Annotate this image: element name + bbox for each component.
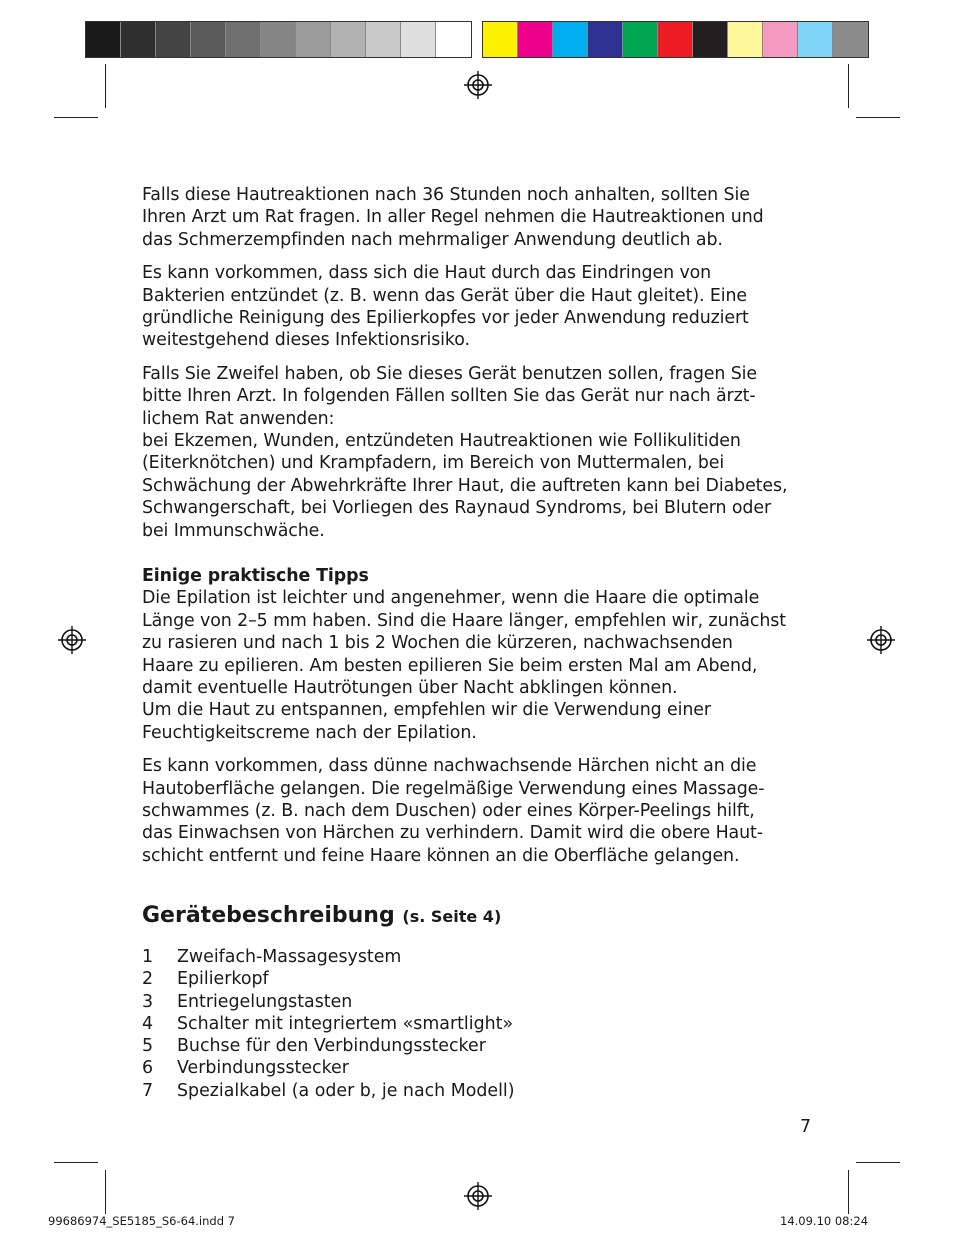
gray-swatch	[331, 22, 366, 57]
paragraph: Es kann vorkommen, dass dünne nachwachsende Härchen nicht an die Hautoberfläche gelangen. Die regelmäßige Verwendung eines Massage- schwammes (z. B. nach dem Duschen) oder eines Körper-Peelings hilft, das Einwachsen von Härchen zu verhindern. Damit wird die obere Haut- schicht entfernt und feine Haare können an die Oberfläche gelangen.	[142, 756, 765, 866]
paragraph: Es kann vorkommen, dass sich die Haut durch das Eindringen von Bakterien entzündet (z. B. wenn das Gerät über die Haut gleitet). Eine gründliche Reinigung des Epilierkopfes vor jeder Anwendung reduziert weitestgehend dieses Infektionsrisiko.	[142, 263, 749, 351]
list-item-number: 7	[142, 1080, 154, 1101]
list-item	[142, 1080, 515, 1102]
list-item-number: 1	[142, 947, 154, 967]
gray-swatch	[191, 22, 226, 57]
list-item-number: 6	[142, 1058, 154, 1079]
color-swatch	[833, 22, 868, 57]
registration-mark-icon	[463, 70, 493, 100]
footer-date: 14.09.10 08:24	[780, 1214, 869, 1228]
list-item	[142, 968, 515, 990]
tips-section	[142, 565, 814, 878]
registration-mark-icon	[463, 1181, 493, 1211]
list-item-number: 4	[142, 1013, 154, 1034]
list-item-number: 5	[142, 1036, 154, 1057]
gray-swatch	[156, 22, 191, 57]
color-swatch	[693, 22, 728, 57]
gray-swatch	[436, 22, 471, 57]
list-item-text: Entriegelungstasten	[177, 991, 353, 1012]
list-item-text: Schalter mit integriertem «smartlight»	[177, 1013, 514, 1034]
paragraph: Falls Sie Zweifel haben, ob Sie dieses Gerät benutzen sollen, fragen Sie bitte Ihren Arzt. In folgenden Fällen sollten Sie das Gerät nur nach ärzt- lichem Rat anwenden: bei Ekzemen, Wunden, entzündeten Hautreaktionen wie Follikulitiden (Eiterknötchen) und Krampfadern, im Bereich von Muttermalen, bei Schwächung der Abwehrkräfte Ihrer Haut, die auftreten kann bei Diabetes, Schwangerschaft, bei Vorliegen des Raynaud Syndroms, bei Blutern oder bei Immunschwäche.	[142, 363, 788, 541]
list-item-text: Spezialkabel (a oder b, je nach Modell)	[177, 1080, 515, 1101]
color-swatch	[588, 22, 623, 57]
footer-file-info: 99686974_SE5185_S6-64.indd 7	[48, 1214, 235, 1228]
gray-swatch	[226, 22, 261, 57]
tips-heading: Einige praktische Tipps	[142, 566, 369, 586]
gray-swatch	[121, 22, 156, 57]
color-swatch	[623, 22, 658, 57]
crop-mark	[848, 1170, 849, 1214]
list-item-text: Zweifach-Massagesystem	[177, 947, 402, 967]
crop-mark	[105, 1170, 106, 1214]
section-page-reference: (s. Seite 4)	[402, 907, 502, 926]
body-text	[142, 184, 814, 553]
paragraph: Falls diese Hautreaktionen nach 36 Stunden noch anhalten, sollten Sie Ihren Arzt um Rat fragen. In aller Regel nehmen die Hautreaktionen und das Schmerzempfinden nach mehrmaliger Anwendung deutlich ab.	[142, 185, 764, 250]
list-item-text: Verbindungsstecker	[177, 1058, 349, 1079]
color-swatch	[763, 22, 798, 57]
section-title: Gerätebeschreibung	[142, 903, 395, 928]
registration-mark-icon	[57, 625, 87, 655]
gray-swatch	[366, 22, 401, 57]
feature-list	[142, 946, 515, 1102]
list-item	[142, 1013, 515, 1035]
color-swatch	[658, 22, 693, 57]
list-item-text: Buchse für den Verbindungsstecker	[177, 1036, 486, 1057]
list-item-text: Epilierkopf	[177, 969, 269, 990]
list-item-number: 3	[142, 991, 154, 1012]
color-swatch	[798, 22, 833, 57]
paragraph: Die Epilation ist leichter und angenehmer, wenn die Haare die optimale Länge von 2–5 mm haben. Sind die Haare länger, empfehlen wir, zunächst zu rasieren und nach 1 bis 2 Wochen die kürzeren, nachwachsenden Haare zu epilieren. Am besten epilieren Sie beim ersten Mal am Abend, damit eventuelle Hautrötungen über Nacht abklingen können. Um die Haut zu entspannen, empfehlen wir die Verwendung einer Feuchtigkeitscreme nach der Epilation.	[142, 588, 786, 743]
crop-mark	[848, 64, 849, 108]
color-swatches	[482, 21, 869, 58]
crop-mark	[856, 1162, 900, 1163]
registration-mark-icon	[866, 625, 896, 655]
gray-swatch	[261, 22, 296, 57]
gray-swatch	[296, 22, 331, 57]
page-number: 7	[800, 1117, 812, 1137]
crop-mark	[856, 117, 900, 118]
color-swatch	[553, 22, 588, 57]
crop-mark	[105, 64, 106, 108]
color-swatch	[518, 22, 553, 57]
gray-swatch	[86, 22, 121, 57]
color-swatch	[728, 22, 763, 57]
list-item	[142, 1035, 515, 1057]
color-swatch	[483, 22, 518, 57]
grayscale-swatches	[85, 21, 472, 58]
color-calibration-bar	[85, 21, 869, 58]
list-item-number: 2	[142, 969, 154, 990]
list-item	[142, 946, 515, 968]
section-heading	[142, 903, 501, 928]
crop-mark	[54, 1162, 98, 1163]
list-item	[142, 1057, 515, 1079]
crop-mark	[54, 117, 98, 118]
list-item	[142, 991, 515, 1013]
gray-swatch	[401, 22, 436, 57]
